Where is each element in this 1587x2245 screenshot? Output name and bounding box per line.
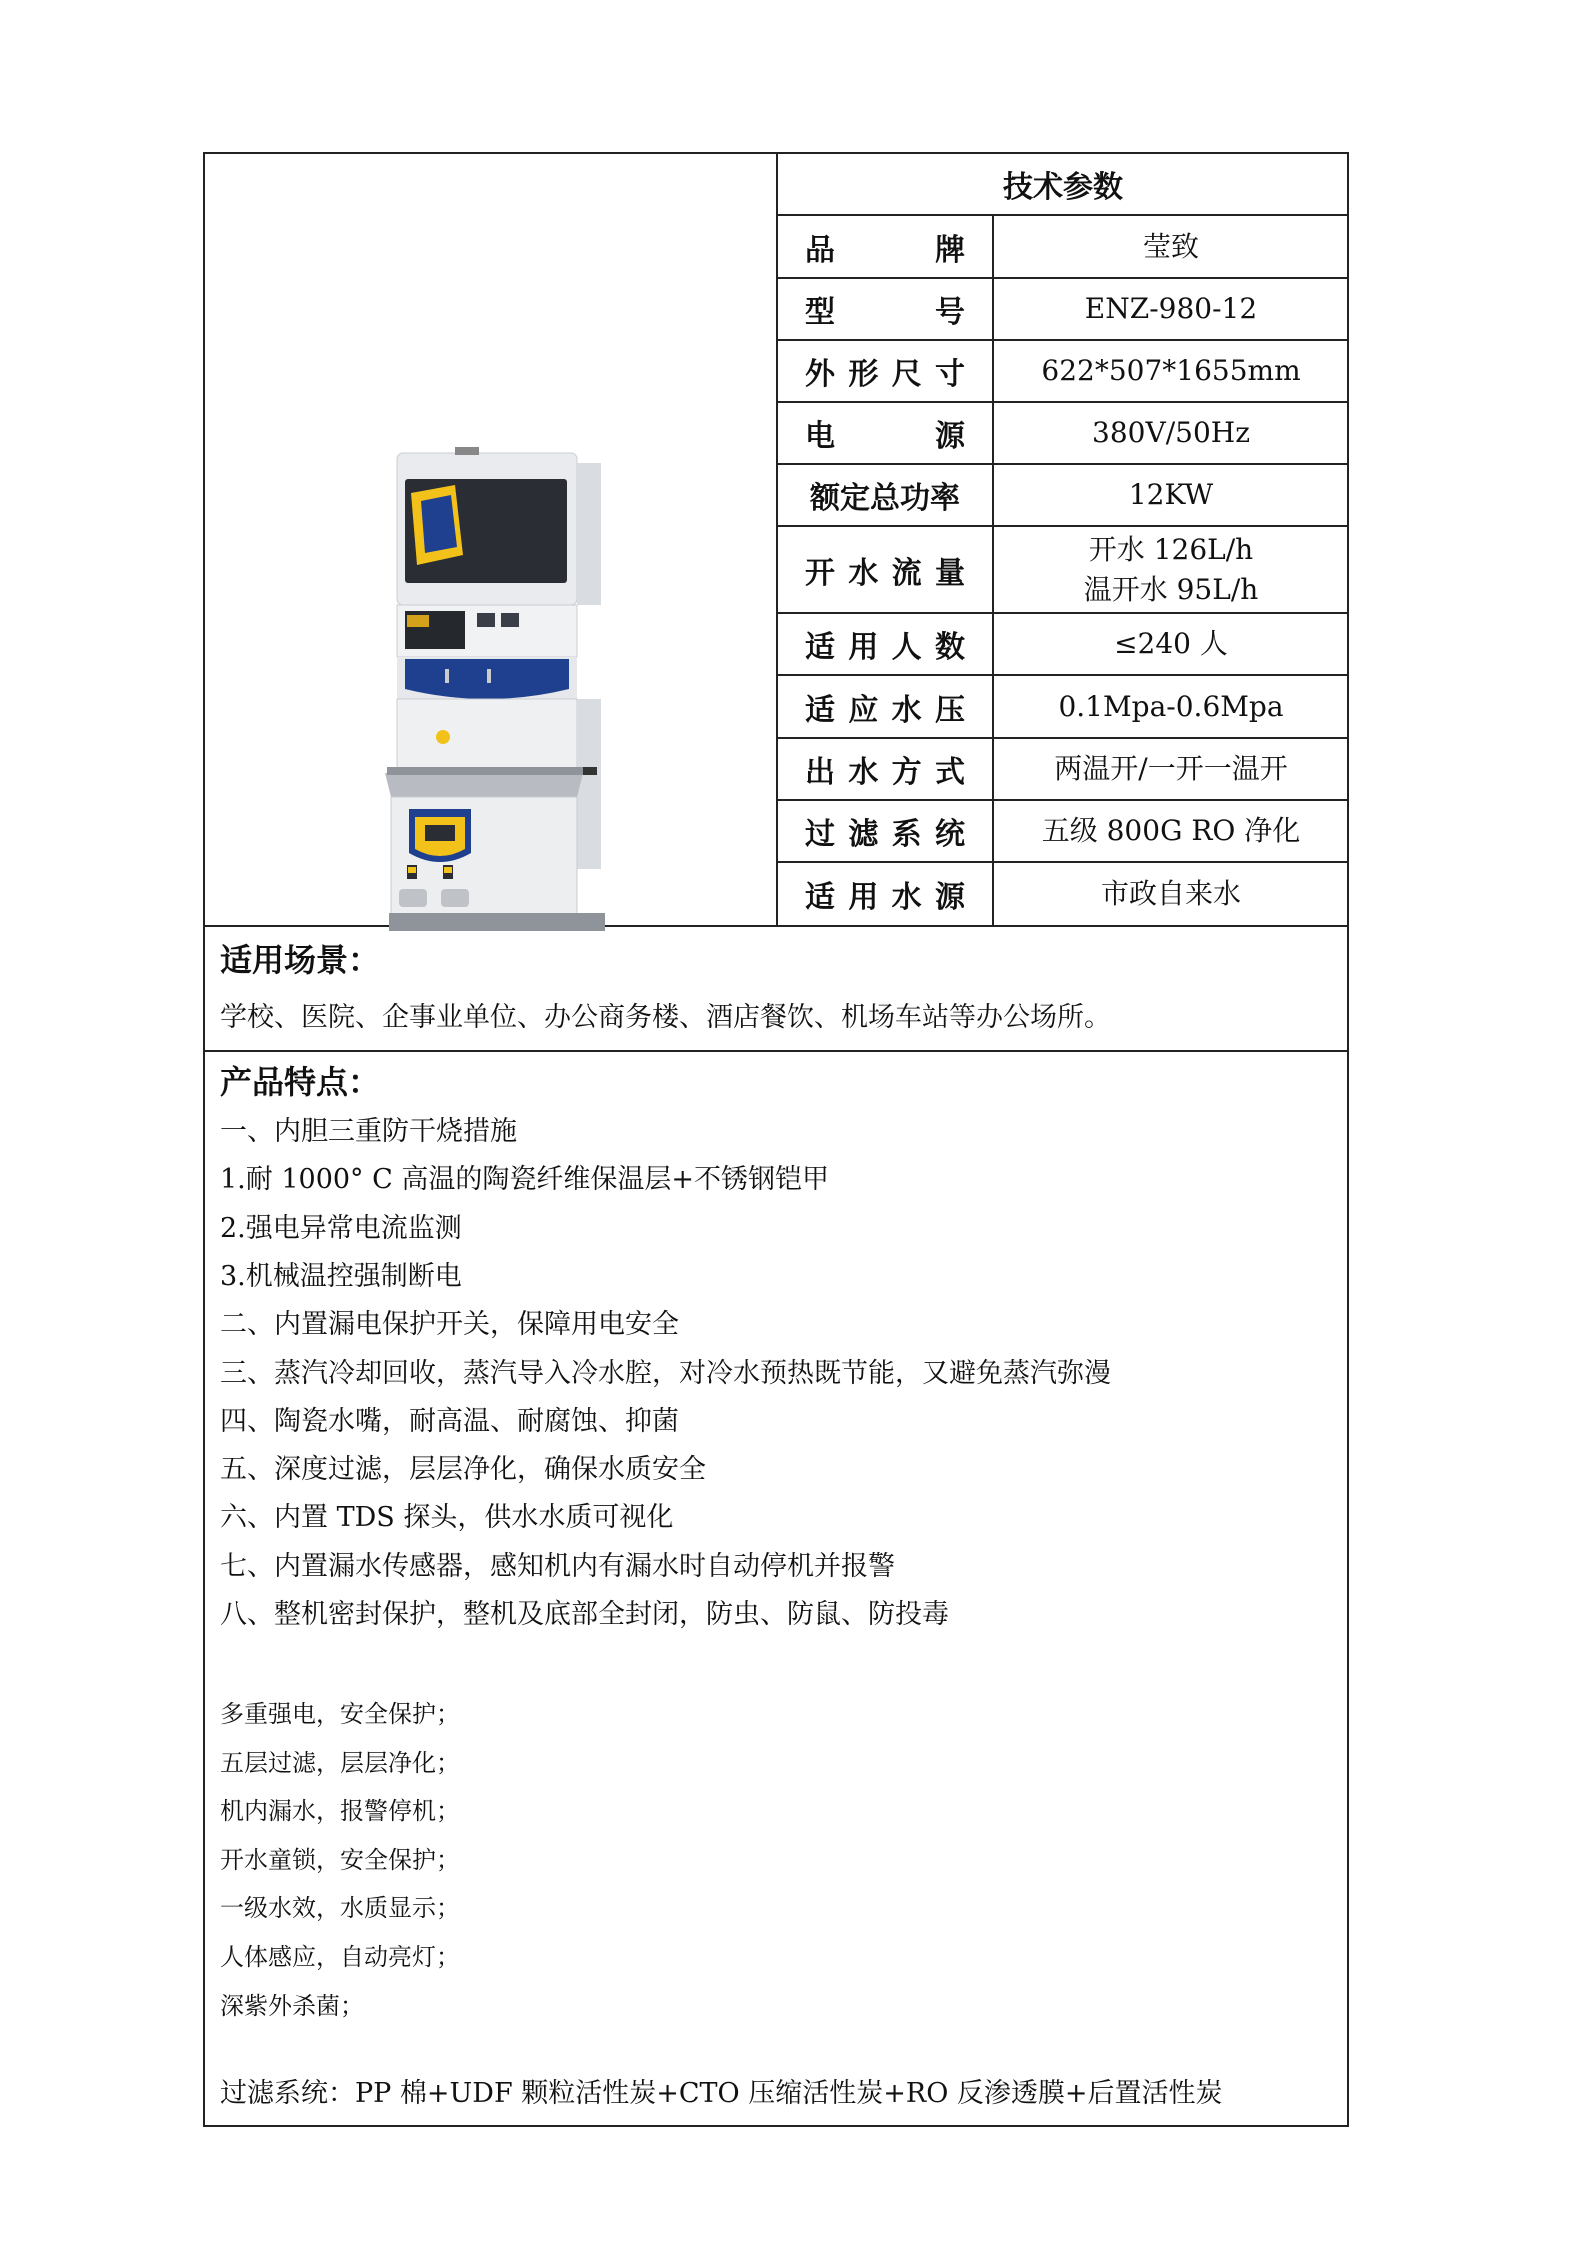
spec-label [777, 862, 993, 926]
highlight-line: 多重强电，安全保护； [220, 1700, 460, 1728]
spec-label-char: 适 [805, 692, 835, 728]
spec-value-line: 622*507*1655mm [1041, 354, 1301, 387]
spec-row [777, 738, 1349, 800]
spec-label-char: 外 [805, 357, 835, 392]
spec-value-line: 市政自来水 [1100, 877, 1241, 910]
spec-label-char: 水 [891, 692, 922, 728]
highlight-line: 人体感应，自动亮灯； [220, 1943, 460, 1971]
feature-line: 五、深度过滤，层层净化，确保水质安全 [220, 1454, 706, 1486]
spec-label-char: 用 [848, 880, 879, 915]
highlight-line: 机内漏水，报警停机； [220, 1797, 460, 1826]
spec-label-char: 系 [891, 817, 922, 852]
spec-value [993, 340, 1349, 402]
spec-label-char: 适 [805, 630, 835, 665]
spec-value-line: 开水 126L/h [1088, 532, 1254, 566]
spec-label [777, 738, 993, 800]
feature-line: 八、整机密封保护，整机及底部全封闭，防虫、防鼠、防投毒 [220, 1599, 949, 1630]
spec-label [777, 526, 993, 613]
spec-label-char: 号 [935, 295, 965, 330]
spec-label-char: 过 [805, 817, 835, 852]
spec-value [993, 800, 1349, 862]
spec-label [777, 800, 993, 862]
spec-value [993, 675, 1349, 738]
spec-label-char: 开 [805, 555, 835, 591]
spec-label-char: 牌 [935, 232, 965, 268]
spec-row [777, 215, 1349, 278]
spec-label-char: 品 [805, 232, 835, 268]
spec-value-line: 莹致 [1142, 229, 1199, 263]
feature-line: 二、内置漏电保护开关，保障用电安全 [220, 1309, 679, 1341]
spec-row [777, 675, 1349, 738]
spec-label-char: 额定总功率 [810, 481, 960, 516]
spec-label-char: 用 [848, 630, 879, 665]
spec-label-char: 式 [934, 755, 965, 790]
spec-row [777, 278, 1349, 340]
spec-value [993, 402, 1349, 464]
water-dispenser-image [385, 297, 615, 937]
features-heading: 产品特点： [220, 1063, 381, 1101]
feature-line: 三、蒸汽冷却回收，蒸汽导入冷水腔，对冷水预热既节能，又避免蒸汽弥漫 [220, 1357, 1111, 1389]
spec-value-line: 温开水 95L/h [1083, 572, 1259, 606]
highlight-line: 一级水效，水质显示； [220, 1894, 460, 1923]
spec-value-line: ENZ-980-12 [1084, 292, 1258, 325]
spec-label-char: 统 [934, 817, 965, 852]
spec-label-char: 应 [848, 692, 879, 728]
spec-label-char: 压 [934, 692, 965, 728]
spec-label-char: 尺 [891, 357, 922, 392]
spec-value-line: ≤240 人 [1114, 627, 1228, 660]
spec-label-char: 方 [891, 755, 922, 790]
spec-label-char: 水 [848, 555, 879, 591]
spec-label-char: 滤 [848, 817, 879, 852]
feature-line: 七、内置漏水传感器，感知机内有漏水时自动停机并报警 [220, 1550, 895, 1582]
feature-line: 2.强电异常电流监测 [220, 1212, 462, 1244]
spec-label [777, 675, 993, 738]
feature-line: 六、内置 TDS 探头，供水水质可视化 [220, 1502, 674, 1534]
spec-value [993, 215, 1349, 278]
spec-label-char: 寸 [934, 357, 965, 392]
spec-label-char: 水 [891, 880, 922, 915]
feature-line: 1.耐 1000° C 高温的陶瓷纤维保温层+不锈钢铠甲 [220, 1164, 830, 1196]
spec-label-char: 适 [805, 880, 835, 915]
scene-text: 学校、医院、企事业单位、办公商务楼、酒店餐饮、机场车站等办公场所。 [220, 1002, 1111, 1033]
spec-value-line: 两温开/一开一温开 [1054, 752, 1288, 785]
spec-value-line: 380V/50Hz [1092, 416, 1250, 449]
spec-label-char: 形 [848, 357, 879, 392]
spec-label-char: 型 [805, 295, 835, 330]
spec-value-line: 五级 800G RO 净化 [1041, 814, 1301, 847]
divider-scene-bottom [203, 1050, 1349, 1052]
spec-label-char: 出 [805, 755, 835, 790]
spec-row [777, 800, 1349, 862]
spec-value [993, 862, 1349, 926]
spec-row [777, 862, 1349, 926]
spec-label-char: 流 [891, 555, 922, 591]
spec-row [777, 464, 1349, 526]
spec-row [777, 613, 1349, 675]
spec-label [777, 402, 993, 464]
spec-value-line: 12KW [1128, 478, 1214, 511]
product-image-cell [203, 152, 777, 926]
spec-label-char: 量 [934, 555, 965, 591]
spec-value [993, 278, 1349, 340]
highlight-line: 深紫外杀菌； [220, 1991, 364, 2020]
spec-label [777, 464, 993, 526]
feature-line: 3.机械温控强制断电 [220, 1260, 462, 1292]
spec-label [777, 215, 993, 278]
scene-heading: 适用场景： [220, 941, 381, 979]
spec-table-title: 技术参数 [1003, 170, 1123, 205]
spec-row [777, 526, 1349, 613]
highlight-line: 开水童锁，安全保护； [220, 1845, 460, 1874]
spec-label-char: 源 [934, 880, 965, 915]
spec-value [993, 464, 1349, 526]
spec-label-char: 源 [935, 419, 965, 454]
feature-line: 四、陶瓷水嘴，耐高温、耐腐蚀、抑菌 [220, 1405, 679, 1437]
highlight-line: 五层过滤，层层净化； [220, 1748, 460, 1777]
spec-label [777, 613, 993, 675]
spec-value-line: 0.1Mpa-0.6Mpa [1058, 689, 1284, 723]
spec-value [993, 613, 1349, 675]
feature-line: 一、内胆三重防干烧措施 [220, 1116, 517, 1147]
spec-label-char: 数 [934, 630, 965, 665]
spec-label-char: 人 [891, 630, 922, 665]
spec-label-char: 水 [848, 755, 879, 790]
spec-label [777, 340, 993, 402]
spec-label [777, 278, 993, 340]
spec-value [993, 738, 1349, 800]
spec-row [777, 340, 1349, 402]
spec-row [777, 402, 1349, 464]
spec-value [993, 526, 1349, 613]
filter-system-line: 过滤系统：PP 棉+UDF 颗粒活性炭+CTO 压缩活性炭+RO 反渗透膜+后置活性炭 [220, 2078, 1223, 2109]
spec-label-char: 电 [805, 419, 835, 454]
